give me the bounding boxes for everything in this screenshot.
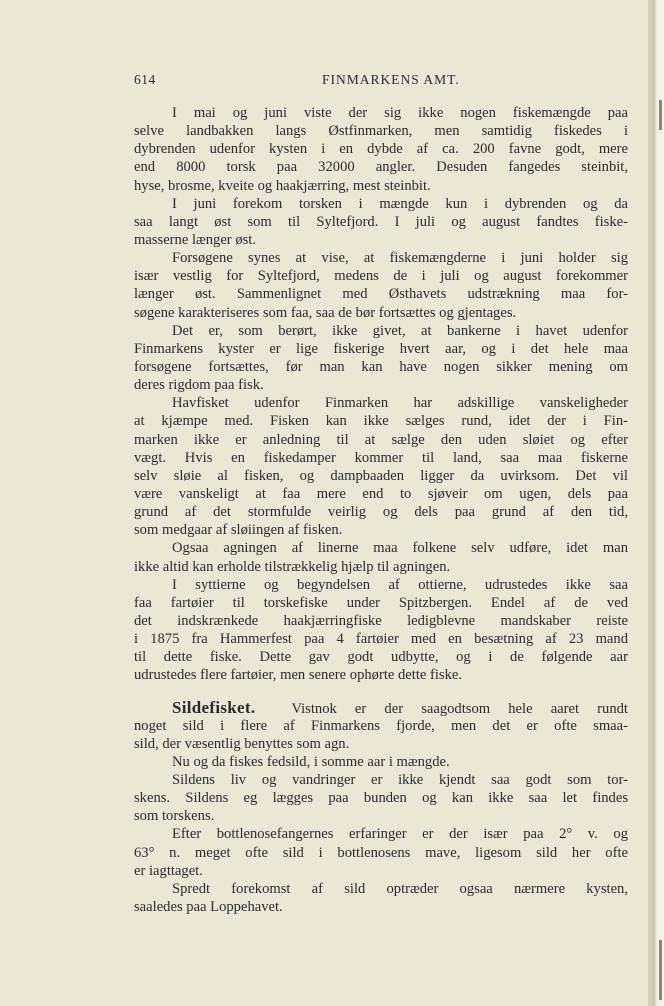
text-line: faa fartøier til torskefiske under Spitzbergen. Endel af de ved [134,594,628,611]
text-line: især vestlig for Syltefjord, medens de i juli og august forekommer [134,268,628,285]
text-line: søgene karakteriseres som faa, saa de bør fortsættes og gjentages. [134,304,517,321]
text-line: sild, der væsentlig benyttes som agn. [134,735,350,752]
page-header [134,72,628,88]
text-line: ikke altid kan erholde tilstrækkelig hjælp til agningen. [134,558,451,575]
body-paragraphs [134,104,628,685]
text-line: at kjæmpe med. Fisken kan ikke sælges rund, idet der i Fin- [134,413,628,430]
edge-shadow-mark [659,100,662,130]
text-line: er iagttaget. [134,862,203,879]
text-line: Det er, som berørt, ikke givet, at bankerne i havet udenfor [172,322,628,339]
text-line: selv sløie al fisken, og dampbaaden ligger da uvirksom. Det vil [134,467,628,484]
text-line: Spredt forekomst af sild optræder ogsaa nærmere kysten, [172,880,628,897]
text-line: deres rigdom paa fisk. [134,377,264,394]
text-line: som medgaar af sløiingen af fisken. [134,522,343,539]
section-gap [134,685,628,699]
text-line: selve landbakken langs Østfinmarken, men samtidig fiskedes i [134,123,628,140]
text-line: hyse, brosme, kveite og haakjærring, mest steinbit. [134,177,431,194]
running-title: FINMARKENS AMT. [322,72,460,87]
text-line: vægt. Hvis en fiskedamper kommer til land, saa maa fiskerne [134,449,628,466]
text-line: til dette fiske. Dette gav godt udbytte, og i de følgende aar [134,649,628,666]
text-line: saa langt øst som til Syltefjord. I juli og august fandtes fiske- [134,213,628,230]
text-line: Sildens liv og vandringer er ikke kjendt saa godt som tor- [172,772,628,789]
text-line: det indskrænkede haakjærringfiske ledigblevne mandskaber reiste [134,612,628,629]
text-line: I mai og juni viste der sig ikke nogen fiskemængde paa [172,105,628,121]
text-line: i 1875 fra Hammerfest paa 4 fartøier med en besætning af 23 mand [134,631,628,648]
text-line: I juni forekom torsken i mængde kun i dybrenden og da [172,195,628,212]
text-line: Nu og da fiskes fedsild, i somme aar i mængde. [172,753,450,770]
text-line: længer øst. Sammenlignet med Østhavets udstrækning maa for- [134,286,628,303]
text-line: noget sild i flere af Finmarkens fjorde, men det er ofte smaa- [134,717,628,734]
text-line: 63° n. meget ofte sild i bottlenosens mave, ligesom sild her ofte [134,844,628,861]
text-line: Forsøgene synes at vise, at fiskemængderne i juni holder sig [172,250,628,267]
text-line: udrustedes flere fartøier, men senere ophørte dette fiske. [134,667,463,684]
text-line: marken ikke er anledning til at sælge den uden sløiet og efter [134,431,628,448]
text-line: Efter bottlenosefangernes erfaringer er der især paa 2° v. og [172,826,628,843]
text-line: end 8000 torsk paa 32000 angler. Desuden fangedes steinbit, [134,159,628,176]
text-line: grund af det stormfulde veirlig og dels paa grund af den tid, [134,504,628,521]
text-line: som torskens. [134,808,215,825]
text-line: være vanskeligt at faa mere end to sjøveir om ugen, dels paa [134,485,628,502]
section-first-line-text: Vistnok er der saagodtsom hele aaret rundt [291,700,628,717]
section-heading: Sildefisket. [172,697,256,717]
text-line: forsøgene fortsættes, før man kan have nogen sikker mening om [134,358,628,375]
text-line: skens. Sildens eg lægges paa bunden og kan ikke saa let findes [134,790,628,807]
page-edge [648,0,664,1006]
text-line: dybrenden udenfor kysten i en dybde af ca. 200 favne godt, mere [134,141,628,158]
edge-shadow-mark [659,940,662,1000]
text-line: masserne længer øst. [134,231,256,248]
section-paragraphs [134,717,628,917]
text-line: I syttierne og begyndelsen af ottierne, udrustedes ikke saa [172,576,628,593]
text-line: Havfisket udenfor Finmarken har adskillige vanskeligheder [172,395,628,412]
page-number: 614 [134,72,156,87]
text-line: Finmarkens kyster er lige fiskerige hvert aar, og i det hele maa [134,340,628,357]
section-first-line [134,699,628,717]
body-text [134,104,628,916]
text-line: Ogsaa agningen af linerne maa folkene selv udføre, idet man [172,540,628,557]
text-line: saaledes paa Loppehavet. [134,899,283,916]
